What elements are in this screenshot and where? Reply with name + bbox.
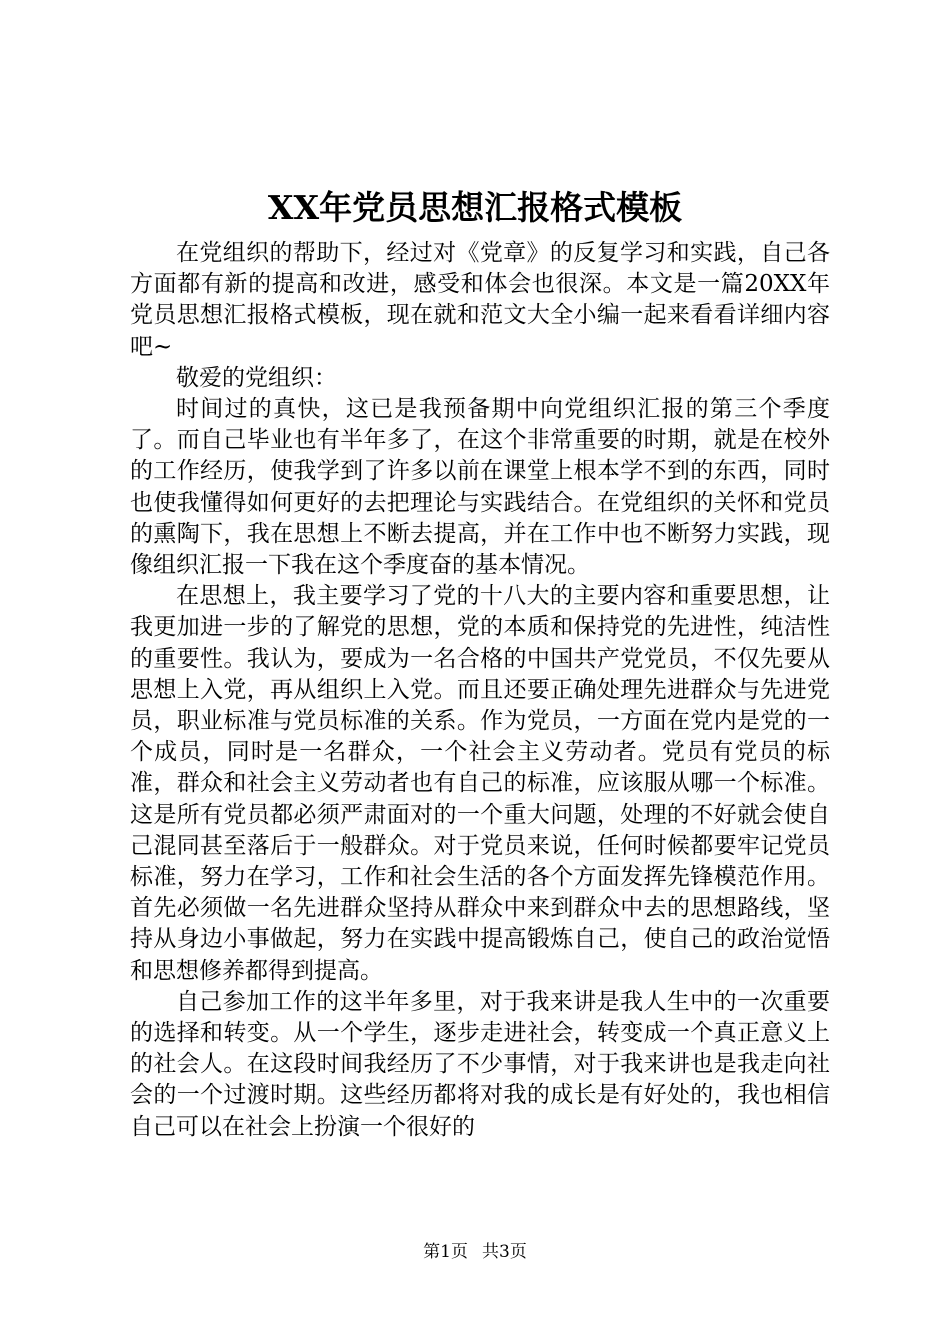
page-number-current: 第1页 [423, 1242, 468, 1262]
document-title: XX年党员思想汇报格式模板 [267, 188, 683, 227]
page-number-total: 共3页 [482, 1242, 527, 1262]
paragraph-body-1: 时间过的真快，这已是我预备期中向党组织汇报的第三个季度了。而自己毕业也有半年多了，在这个非常重要的时期，就是在校外的工作经历，使我学到了许多以前在课堂上根本学不到的东西，同时也使我懂得如何更好的去把理论与实践结合。在党组织的关怀和党员的熏陶下，我在思想上不断去提高，并在工作中也不断努力实践，现像组织汇报一下我在这个季度奋的基本情况。 [130, 396, 830, 579]
paragraph-body-3: 自己参加工作的这半年多里，对于我来讲是我人生中的一次重要的选择和转变。从一个学生，逐步走进社会，转变成一个真正意义上的社会人。在这段时间我经历了不少事情，对于我来讲也是我走向社会的一个过渡时期。这些经历都将对我的成长是有好处的，我也相信自己可以在社会上扮演一个很好的 [130, 988, 830, 1140]
paragraph-salutation: 敬爱的党组织： [176, 364, 337, 391]
document-body [130, 238, 830, 1143]
page-footer [0, 1240, 950, 1264]
paragraph-body-2: 在思想上，我主要学习了党的十八大的主要内容和重要思想，让我更加进一步的了解党的思想，党的本质和保持党的先进性，纯洁性的重要性。我认为，要成为一名合格的中国共产党党员，不仅先要从思想上入党，再从组织上入党。而且还要正确处理先进群众与先进党员，职业标准与党员标准的关系。作为党员，一方面在党内是党的一个成员，同时是一名群众，一个社会主义劳动者。党员有党员的标准，群众和社会主义劳动者也有自己的标准，应该服从哪一个标准。这是所有党员都必须严肃面对的一个重大问题，处理的不好就会使自己混同甚至落后于一般群众。对于党员来说，任何时候都要牢记党员标准，努力在学习，工作和社会生活的各个方面发挥先锋模范作用。首先必须做一名先进群众坚持从群众中来到群众中去的思想路线，坚持从身边小事做起，努力在实践中提高锻炼自己，使自己的政治觉悟和思想修养都得到提高。 [130, 583, 830, 984]
paragraph-intro: 在党组织的帮助下，经过对《党章》的反复学习和实践，自己各方面都有新的提高和改进，感受和体会也很深。本文是一篇20XX年党员思想汇报格式模板，现在就和范文大全小编一起来看看详细内容吧~ [130, 240, 830, 360]
